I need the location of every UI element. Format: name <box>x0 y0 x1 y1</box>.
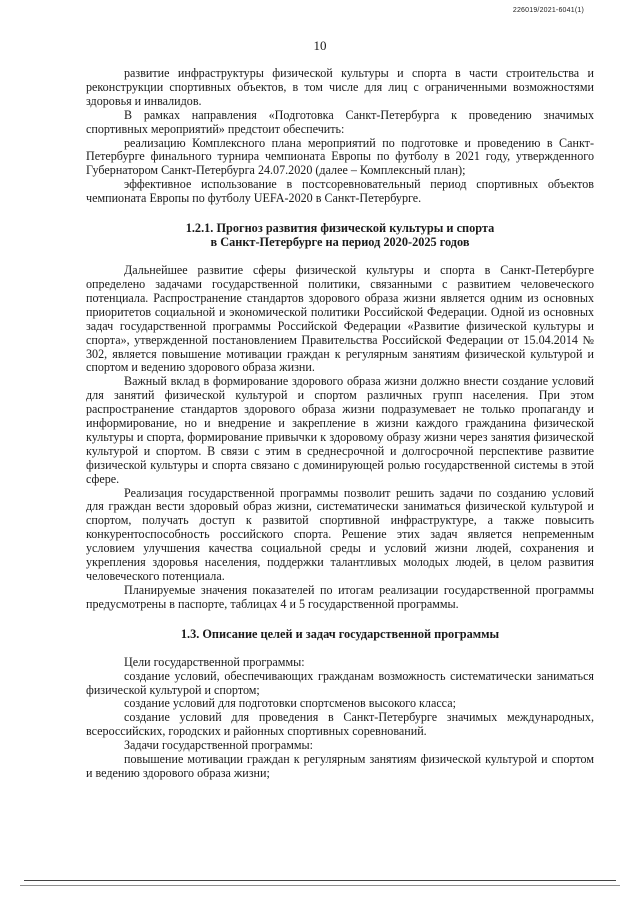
paragraph: повышение мотивации граждан к регулярным занятиям физической культурой и спортом и ведению здорового образа жизни; <box>86 752 594 780</box>
section-heading-line: в Санкт-Петербурге на период 2020-2025 годов <box>210 235 470 250</box>
page-number: 10 <box>313 38 327 53</box>
document-body <box>86 67 594 781</box>
paragraph: Задачи государственной программы: <box>124 738 313 753</box>
document-id: 226019/2021-6041(1) <box>512 7 584 14</box>
paragraph: В рамках направления «Подготовка Санкт-Петербурга к проведению значимых спортивных мероприятий» предстоит обеспечить: <box>86 107 594 136</box>
paragraph: развитие инфраструктуры физической культуры и спорта в части строительства и реконструкции спортивных объектов, в том числе для лиц с ограниченными возможностями здоровья и инвалидов. <box>86 66 594 108</box>
paragraph: Важный вклад в формирование здорового образа жизни должно внести создание условий для занятий физической культурой и спортом различных групп населения. При этом распространение стандартов здорового образа жизни подразумевает не только пропаганду и информирование, но и внедрение и закрепление в жизни каждого гражданина физической культуры и спорта, формирование привычки к здоровому образу жизни через занятия физической культурой и спортом. В связи с этим в среднесрочной и долгосрочной перспективе развитие физической культуры и спорта связано с доминирующей ролью государственной системы в этой сфере. <box>86 374 594 486</box>
paragraph: Дальнейшее развитие сферы физической культуры и спорта в Санкт-Петербурге определено задачами государственной политики, связанными с развитием человеческого потенциала. Распространение стандартов здорового образа жизни является одним из основных приоритетов социальной и экономической политики Российской Федерации. Одной из основных задач государственной программы Российской Федерации «Развитие физической культуры и спорта», утвержденной постановлением Правительства Российской Федерации от 15.04.2014 № 302, является повышение мотивации граждан к регулярным занятиям физической культурой и спортом и ведению здорового образа жизни. <box>86 263 594 375</box>
paragraph: Реализация государственной программы позволит решить задачи по созданию условий для граждан вести здоровый образ жизни, систематически заниматься физической культурой и спортом, получать доступ к развитой спортивной инфраструктуре, а также повысить конкурентоспособность российского спорта. Решение этих задач является непременным условием улучшения качества социальной среды и условий жизни людей, сохранения и укрепления здоровья населения, поддержки талантливых молодых людей, в целом развития человеческого потенциала. <box>86 485 594 583</box>
section-heading-1-3: 1.3. Описание целей и задач государственной программы <box>180 626 500 641</box>
paragraph: эффективное использование в постсоревновательный период спортивных объектов чемпионата Европы по футболу UEFA-2020 в Санкт-Петербурге. <box>86 177 594 206</box>
paragraph: создание условий для подготовки спортсменов высокого класса; <box>124 696 456 711</box>
scan-artifact-line <box>20 885 620 886</box>
paragraph: создание условий для проведения в Санкт-Петербурге значимых международных, всероссийских, городских и районных спортивных соревнований. <box>86 710 594 739</box>
paragraph: реализацию Комплексного плана мероприятий по подготовке и проведению в Санкт-Петербурге финального турнира чемпионата Европы по футболу в 2021 году, утвержденного Губернатором Санкт-Петербурга 24.07.2020 (далее – Комплексный план); <box>86 135 594 178</box>
paragraph: Цели государственной программы: <box>124 654 305 669</box>
section-heading-line: 1.2.1. Прогноз развития физической культуры и спорта <box>185 221 495 236</box>
paragraph: создание условий, обеспечивающих гражданам возможность систематически заниматься физической культурой и спортом; <box>86 668 594 697</box>
scan-artifact-line <box>24 880 616 881</box>
section-heading-1-2-1 <box>86 221 594 249</box>
paragraph: Планируемые значения показателей по итогам реализации государственной программы предусмотрены в паспорте, таблицах 4 и 5 государственной программы. <box>86 582 594 611</box>
